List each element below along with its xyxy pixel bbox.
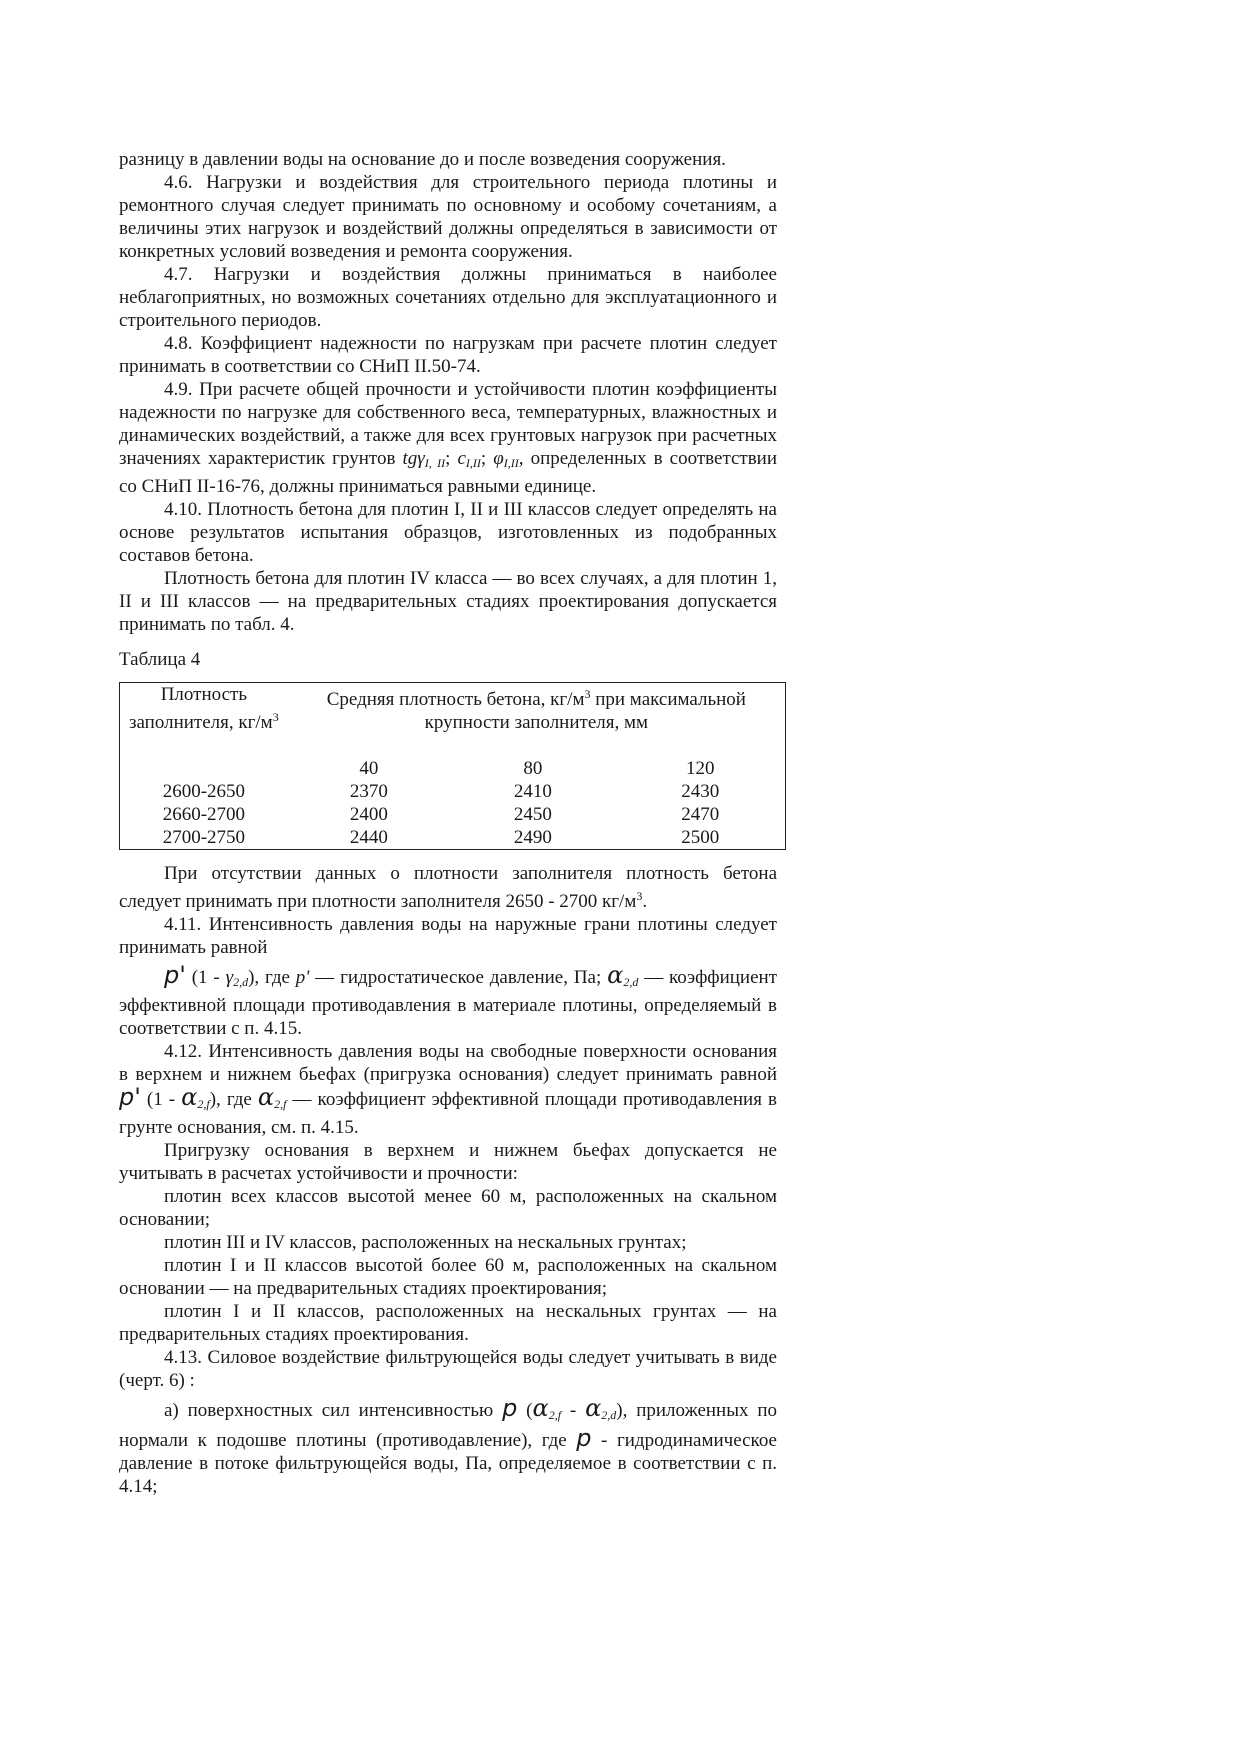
paragraph-4-13: 4.13. Силовое воздействие фильтрующейся воды следует учитывать в виде (черт. 6) : [119,1347,777,1391]
paragraph-4-9-text-b: , определенных в соответствии со СНиП II-16-76, должны приниматься равными единице. [119,448,778,497]
cell-density: 2600-2650 [162,781,246,802]
c-symbol: c [457,448,466,469]
alpha-symbol: α [607,961,624,989]
paragraph-4-12-b: Пригрузку основания в верхнем и нижнем бьефах допускается не учитывать в расчетах устойчивости и прочности: [119,1140,777,1184]
alpha-symbol: α [532,1394,549,1422]
table-header-concrete-density [288,683,786,735]
formula-text: ), где [209,1089,258,1110]
paragraph-4-8: 4.8. Коэффициент надежности по нагрузкам при расчете плотин следует принимать в соответствии со СНиП II.50-74. [119,333,777,377]
subscript: I,II [465,456,481,470]
cell-density: 2660-2700 [162,804,246,825]
cell-value: 2500 [681,827,720,848]
p-prime-symbol: p' [164,961,186,989]
cell-value: 2400 [349,804,388,825]
p-symbol: p [576,1424,592,1452]
paragraph-4-10-b: Плотность бетона для плотин IV класса — во всех случаях, а для плотин 1, II и III классов — на предварительных стадиях проектирования допускается принимать по табл. 4. [119,568,777,635]
gamma-symbol: γ [417,448,425,469]
list-item: плотин I и II классов высотой более 60 м, расположенных на скальном основании — на предварительных стадиях проектирования; [119,1255,777,1299]
size-40: 40 [359,758,379,779]
cell-value: 2440 [349,827,388,848]
p-symbol: p [502,1394,518,1422]
paragraph-text: а) поверхностных сил интенсивностью [164,1400,503,1421]
superscript: 3 [584,687,591,701]
paragraph-4-9-text-a: 4.9. При расчете общей прочности и устойчивости плотин коэффициенты надежности по нагрузке для собственного веса, температурных, влажностных и динамических воздействий, а также для всех грунтовых нагрузок при расчетных значениях характеристик грунтов [119,379,777,469]
subscript: 2,f [197,1097,210,1111]
paragraph-text: — коэффициент эффективной площади противодавления в грунте основания, см. п. 4.15. [119,1089,777,1138]
p-prime-symbol: p' [295,967,310,988]
formula-text: (1 - [140,1089,182,1110]
table-caption: Таблица 4 [119,649,201,670]
cell-value: 2490 [513,827,552,848]
paragraph-4-11: 4.11. Интенсивность давления воды на наружные грани плотины следует принимать равной [119,914,777,958]
paragraph-4-9 [119,378,777,498]
formula-text: — коэффициент эффективной площади противодавления в материале плотины, определяемый в соответствии с п. 4.15. [119,967,778,1039]
formula-text: — гидростатическое давление, Па; [309,967,608,988]
table-row [120,826,786,850]
header-text: при максимальной крупности заполнителя, мм [424,689,746,733]
paragraph-4-13-a [119,1394,777,1498]
alpha-symbol: α [585,1394,602,1422]
cell-density: 2700-2750 [162,827,246,848]
paragraph-text: . [642,891,648,912]
superscript: 3 [636,889,643,903]
paragraph-4-11-formula [119,961,778,1040]
header-text: Плотность заполнителя, кг/м [128,684,273,733]
separator: ; [480,448,494,469]
gamma-symbol: γ [225,967,234,988]
formula-text: ), где [248,967,296,988]
table-header-row [120,683,786,735]
paragraph-text: ), приложенных по нормали к подошве плотины (противодавление), где [119,1400,777,1451]
separator: ; [445,448,458,469]
subscript: 2,f [548,1408,562,1422]
subscript: I,II [503,456,519,470]
formula-text: - [561,1400,586,1421]
subscript: 2,f [274,1097,287,1111]
cell-value: 2470 [681,804,720,825]
list-item: плотин всех классов высотой менее 60 м, расположенных на скальном основании; [119,1186,777,1230]
paragraph-4-7: 4.7. Нагрузки и воздействия должны приниматься в наиболее неблагоприятных, но возможных сочетаниях отдельно для эксплуатационного и строительного периодов. [119,264,777,331]
subscript: 2,d [623,975,639,989]
list-item: плотин III и IV классов, расположенных на нескальных грунтах; [164,1232,687,1253]
paragraph-4-12 [119,1040,777,1139]
subscript: I, II [424,456,446,470]
tg-symbol: tg [402,448,418,469]
paragraph-4-10: 4.10. Плотность бетона для плотин I, II и III классов следует определять на основе результатов испытания образцов, изготовленных из подобранных составов бетона. [119,499,777,566]
paragraph-after-table [119,862,777,913]
paragraph-text: При отсутствии данных о плотности заполнителя плотность бетона следует принимать при плотности заполнителя 2650 - 2700 кг/м [119,863,777,912]
phi-symbol: φ [493,448,504,469]
subscript: 2,d [601,1408,617,1422]
cell-value: 2430 [681,781,720,802]
formula-text: (1 - [185,967,226,988]
paragraph-text: 4.12. Интенсивность давления воды на свободные поверхности основания в верхнем и нижнем бьефах (пригрузка основания) следует принимать равной [119,1041,777,1085]
document-page [119,148,777,1498]
table-header-aggregate-density [120,683,288,781]
alpha-symbol: α [257,1083,275,1111]
subscript: 2,d [233,975,249,989]
alpha-symbol: α [181,1083,198,1111]
density-table [119,682,786,850]
table-row [120,803,786,826]
paragraph-continuation: разницу в давлении воды на основание до и после возведения сооружения. [119,149,726,170]
superscript: 3 [272,710,279,724]
header-text: Средняя плотность бетона, кг/м [326,689,585,710]
table-row [120,780,786,803]
cell-value: 2370 [349,781,388,802]
size-120: 120 [686,758,715,779]
p-prime-symbol: p' [119,1083,141,1111]
paragraph-4-6: 4.6. Нагрузки и воздействия для строительного периода плотины и ремонтного случая следует принимать по основному и особому сочетаниям, а величины этих нагрузок и воздействий должны определяться в зависимости от конкретных условий возведения и ремонта сооружения. [119,172,777,262]
formula-text: ( [517,1400,533,1421]
paragraph-text: - гидродинамическое давление в потоке фильтрующейся воды, Па, определяемое в соответствии с п. 4.14; [119,1430,777,1497]
cell-value: 2450 [513,804,552,825]
size-80: 80 [523,758,543,779]
cell-value: 2410 [513,781,552,802]
list-item: плотин I и II классов, расположенных на нескальных грунтах — на предварительных стадиях проектирования. [119,1301,777,1345]
